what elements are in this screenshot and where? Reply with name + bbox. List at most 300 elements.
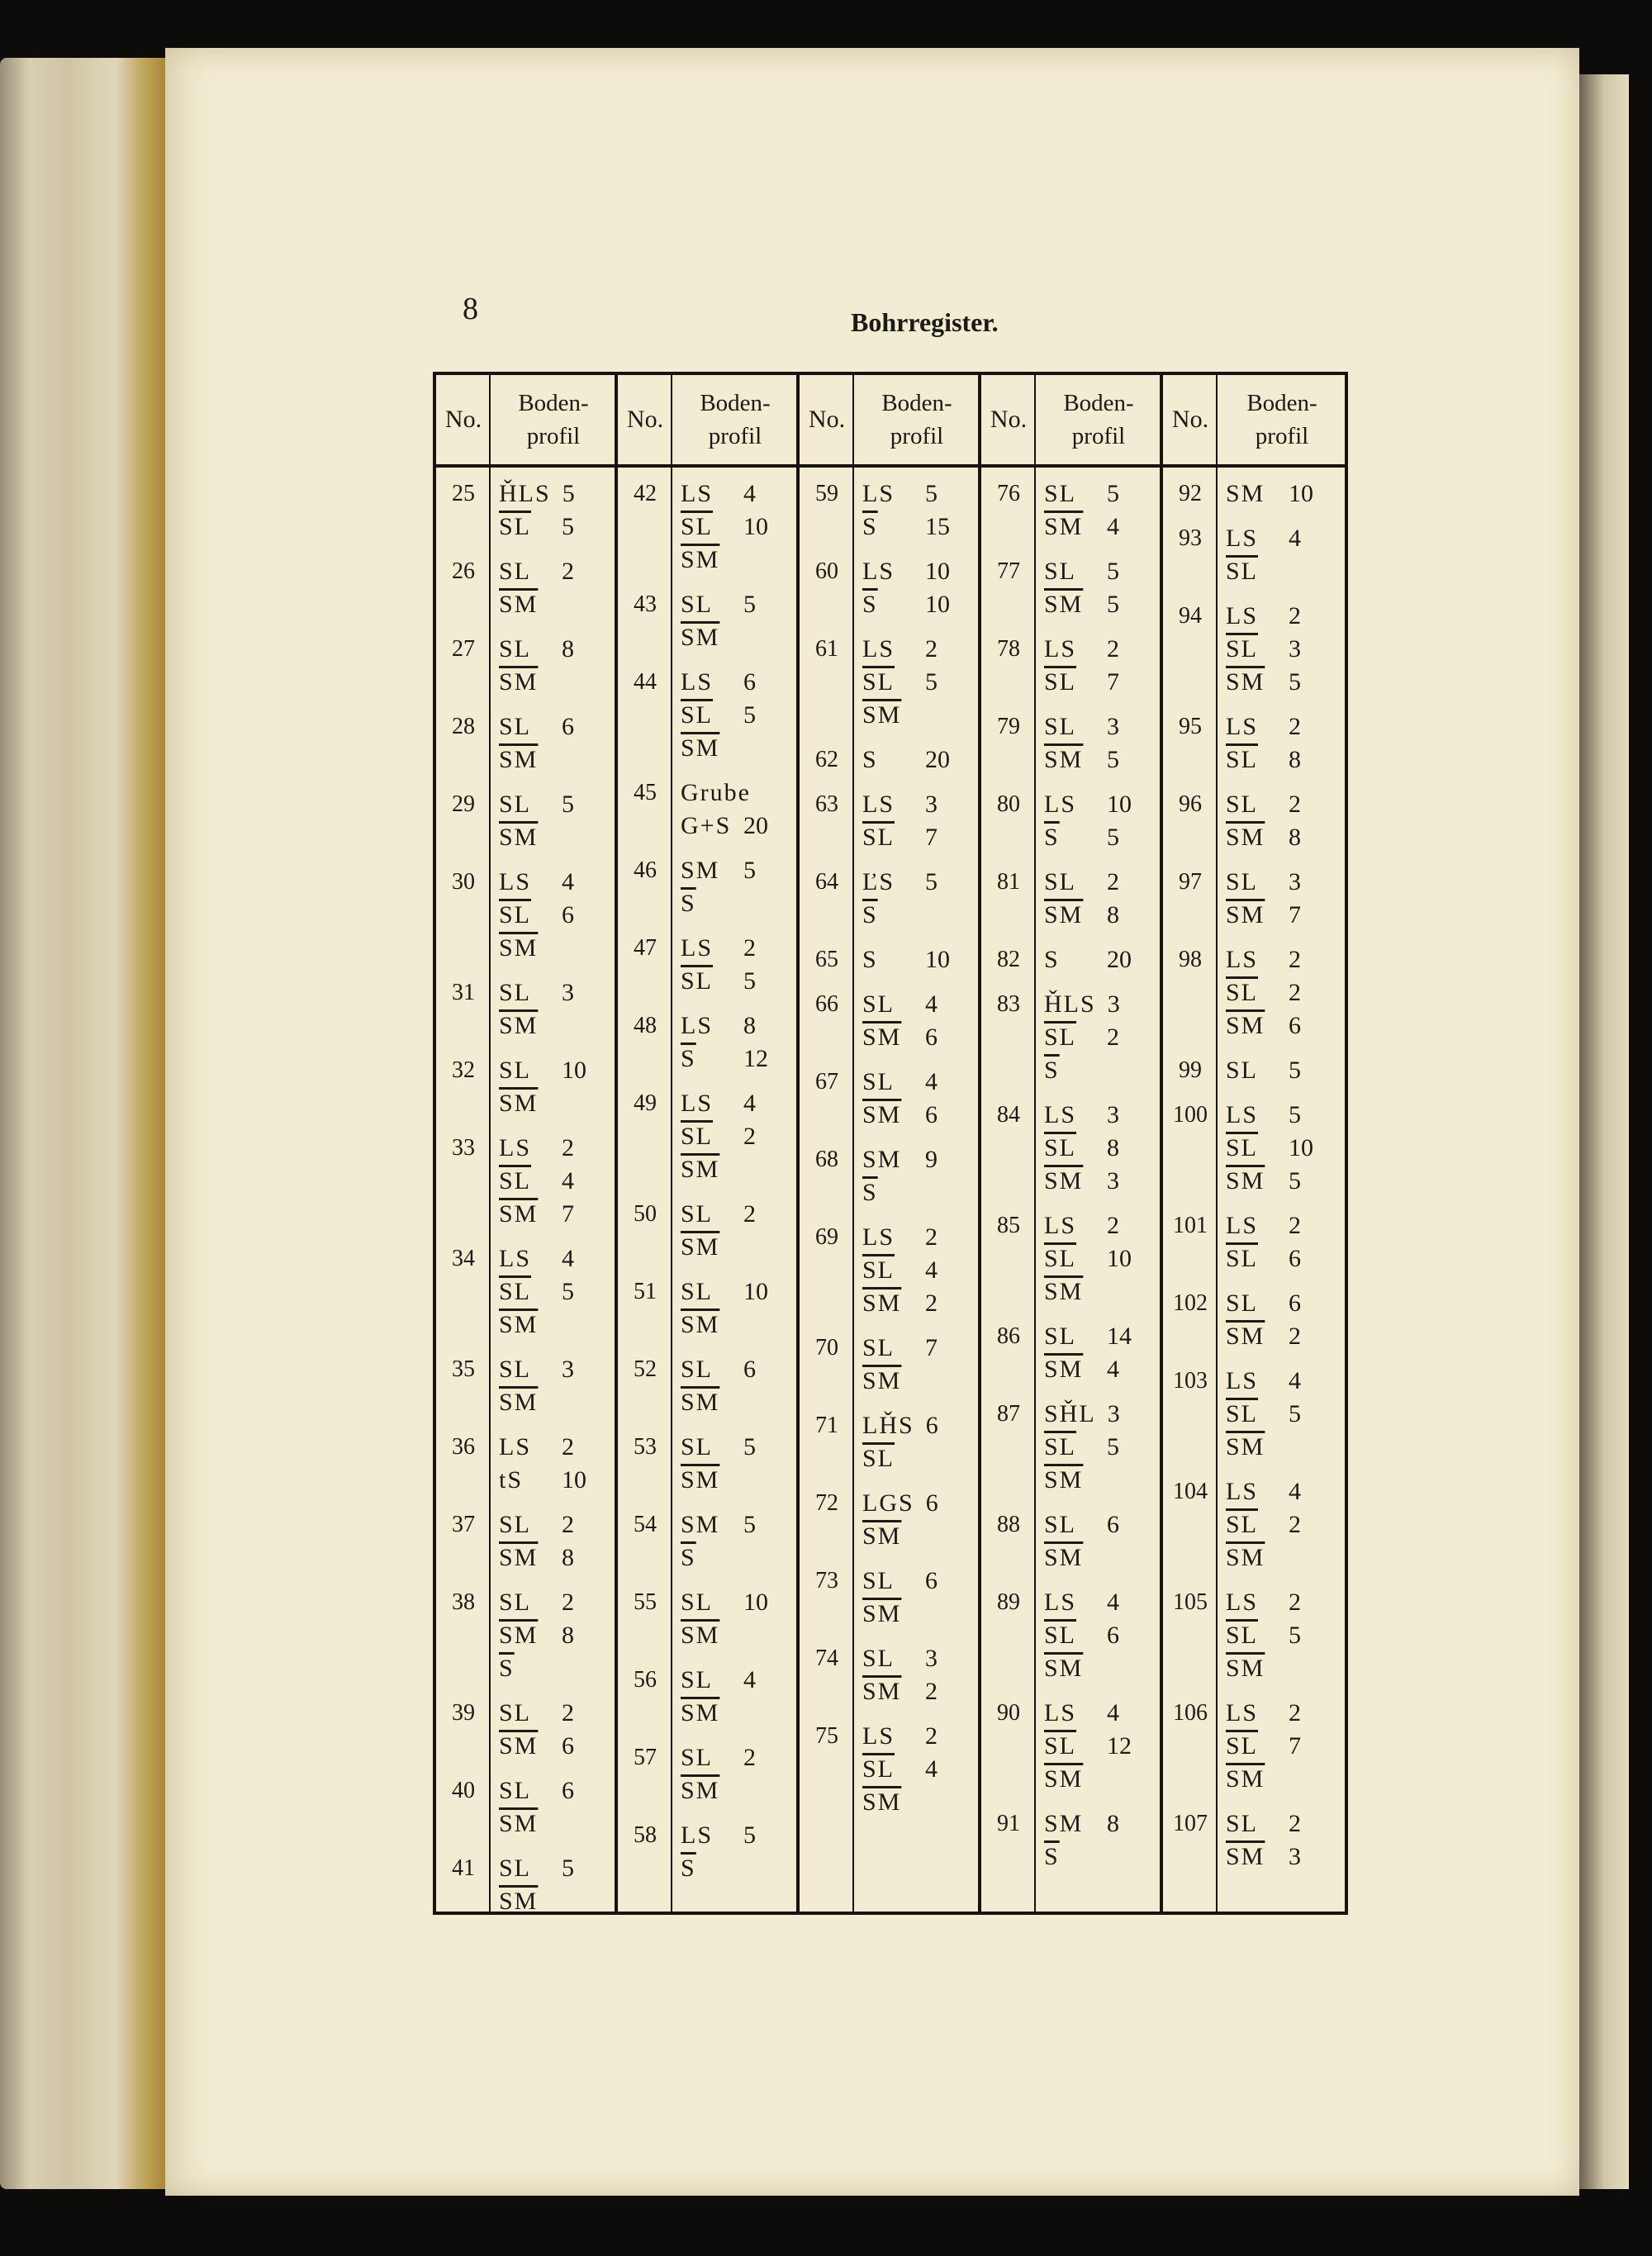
- soil-profile: [499, 1774, 611, 1840]
- profile-layer: [1044, 743, 1156, 777]
- boring-number: 77: [997, 558, 1020, 584]
- soil-profile: [1044, 1508, 1156, 1574]
- profile-layer: [1044, 555, 1156, 588]
- soil-profile: [681, 932, 793, 998]
- soil-type: $\overline{SM}$: [681, 546, 720, 573]
- layer-thickness: 14: [1107, 1323, 1132, 1350]
- soil-type: $\overline{SM}$: [1226, 1433, 1265, 1460]
- layer-thickness: 6: [925, 1101, 938, 1128]
- soil-type: S: [1044, 946, 1060, 973]
- soil-type: $\overline{SM}$: [499, 824, 539, 851]
- profile-layer: [681, 1508, 793, 1541]
- layer-thickness: 4: [1107, 1699, 1119, 1726]
- profile-layer: [1044, 1730, 1156, 1763]
- soil-type: $\overline{SL}$: [681, 967, 714, 995]
- soil-type: $\overline{SL}$: [499, 513, 532, 540]
- soil-profile: [1226, 1099, 1341, 1198]
- soil-type: $\overline{S}$: [1044, 824, 1060, 851]
- profile-layer: [862, 1287, 975, 1320]
- layer-thickness: 2: [1289, 1699, 1301, 1726]
- layer-thickness: 5: [1107, 591, 1119, 618]
- soil-type: $\overline{SM}$: [862, 1289, 902, 1317]
- soil-type: LS: [1226, 1478, 1259, 1505]
- soil-profile: [862, 1487, 975, 1553]
- layer-thickness: 9: [925, 1146, 938, 1173]
- profile-layer: [1044, 899, 1156, 932]
- layer-thickness: 3: [1289, 868, 1301, 895]
- boring-number: 69: [815, 1224, 838, 1250]
- soil-type: LS: [499, 868, 532, 895]
- profile-layer: [1226, 1652, 1341, 1685]
- profile-layer: [1226, 1840, 1341, 1874]
- profile-layer: [499, 743, 611, 777]
- soil-type: SL: [862, 1334, 895, 1361]
- boring-number: 58: [634, 1822, 657, 1848]
- boring-number: 63: [815, 791, 838, 817]
- soil-profile: [862, 1642, 975, 1708]
- soil-type: SL: [681, 1666, 714, 1693]
- profile-layer: [681, 810, 793, 843]
- profile-layer: [681, 1741, 793, 1774]
- profile-layer: [1044, 1132, 1156, 1165]
- boring-number: 36: [452, 1434, 475, 1460]
- layer-thickness: 3: [925, 1645, 938, 1672]
- profile-layer: [1044, 666, 1156, 699]
- profile-layer: [681, 511, 793, 544]
- soil-profile: [862, 1221, 975, 1320]
- soil-type: $\overline{SM}$: [499, 591, 539, 618]
- soil-type: LS: [681, 480, 714, 507]
- layer-thickness: 6: [925, 1412, 938, 1439]
- profile-layer: [499, 477, 611, 511]
- header-bodenprofil: Boden- profil: [700, 390, 771, 449]
- soil-type: LS: [1044, 1589, 1077, 1616]
- layer-thickness: 20: [1107, 946, 1132, 973]
- profile-layer: [1044, 1165, 1156, 1198]
- soil-profile: [862, 1720, 975, 1819]
- profile-layer: [862, 899, 975, 932]
- soil-profile: [499, 866, 611, 965]
- profile-layer: [499, 1087, 611, 1120]
- layer-thickness: 3: [1107, 990, 1120, 1018]
- layer-thickness: 12: [743, 1045, 768, 1072]
- profile-layer: [499, 1730, 611, 1763]
- layer-thickness: 3: [1107, 1101, 1119, 1128]
- profile-layer: [681, 1009, 793, 1043]
- header-bodenprofil: Boden- profil: [518, 390, 589, 449]
- soil-type: $\overline{SM}$: [499, 1311, 539, 1338]
- profile-layer: [1044, 988, 1156, 1021]
- profile-layer: [862, 477, 975, 511]
- boring-number: 29: [452, 791, 475, 817]
- profile-layer: [1226, 1697, 1341, 1730]
- soil-type: LS: [681, 1090, 714, 1117]
- soil-type: SL: [862, 1645, 895, 1672]
- profile-layer: [499, 1807, 611, 1840]
- boring-number: 93: [1179, 525, 1202, 551]
- column-header: [618, 375, 796, 468]
- soil-type: SL: [1044, 480, 1077, 507]
- boring-number: 76: [997, 481, 1020, 506]
- soil-type: SM: [1226, 480, 1265, 507]
- layer-thickness: 2: [925, 1289, 938, 1317]
- soil-type: $\overline{SM}$: [499, 668, 539, 696]
- column-group-5: [1163, 375, 1345, 1912]
- soil-type: $\overline{SL}$: [1044, 1433, 1077, 1460]
- profile-layer: [862, 1221, 975, 1254]
- layer-thickness: 5: [1107, 480, 1119, 507]
- soil-type: $\overline{S}$: [681, 1045, 696, 1072]
- layer-thickness: 2: [1107, 635, 1119, 663]
- profile-layer: [681, 1774, 793, 1807]
- boring-number: 79: [997, 714, 1020, 739]
- profile-layer: [862, 699, 975, 732]
- soil-type: $\overline{SM}$: [681, 1311, 720, 1338]
- soil-type: LGS: [862, 1489, 914, 1517]
- soil-type: SL: [681, 1278, 714, 1305]
- layer-thickness: 7: [925, 824, 938, 851]
- profile-layer: [681, 1153, 793, 1186]
- profile-layer: [862, 1565, 975, 1598]
- boring-number: 42: [634, 481, 657, 506]
- profile-layer: [499, 1431, 611, 1464]
- profile-layer: [1226, 1165, 1341, 1198]
- soil-type: SM: [862, 1146, 902, 1173]
- profile-layer: [681, 1231, 793, 1264]
- layer-thickness: 3: [1289, 1843, 1301, 1870]
- layer-thickness: 5: [743, 591, 756, 618]
- profile-layer: [1226, 1099, 1341, 1132]
- profile-layer: [499, 666, 611, 699]
- boring-number: 99: [1179, 1057, 1202, 1083]
- boring-number: 104: [1173, 1479, 1208, 1504]
- profile-layer: [681, 1386, 793, 1419]
- layer-thickness: 5: [1289, 668, 1301, 696]
- layer-thickness: 2: [743, 1123, 756, 1150]
- boring-number: 80: [997, 791, 1020, 817]
- boring-number: 100: [1173, 1102, 1208, 1128]
- profile-layer: [862, 1066, 975, 1099]
- page-number: 8: [463, 292, 478, 326]
- boring-number: 103: [1173, 1368, 1208, 1394]
- boring-number: 39: [452, 1700, 475, 1726]
- soil-type: $\overline{SM}$: [681, 1233, 720, 1261]
- soil-type: Grube: [681, 779, 751, 806]
- layer-thickness: 10: [1107, 791, 1132, 818]
- layer-thickness: 20: [925, 746, 950, 773]
- soil-type: $\overline{SM}$: [681, 1777, 720, 1804]
- profile-layer: [1044, 943, 1156, 976]
- soil-type: SL: [499, 1699, 532, 1726]
- soil-type: $\overline{S}$: [862, 591, 878, 618]
- soil-profile: [1226, 1054, 1341, 1087]
- soil-type: $\overline{SM}$: [862, 1678, 902, 1705]
- profile-layer: [499, 710, 611, 743]
- layer-thickness: 12: [1107, 1732, 1132, 1760]
- profile-layer: [1044, 1398, 1156, 1431]
- soil-type: $\overline{SL}$: [1044, 1134, 1077, 1161]
- layer-thickness: 2: [562, 1589, 574, 1616]
- soil-type: $\overline{SL}$: [1226, 558, 1259, 585]
- header-bodenprofil: Boden- profil: [1063, 390, 1134, 449]
- soil-type: LS: [1044, 635, 1077, 663]
- profile-layer: [862, 666, 975, 699]
- profile-layer: [1044, 511, 1156, 544]
- profile-layer: [862, 588, 975, 621]
- profile-layer: [499, 1386, 611, 1419]
- profile-layer: [499, 1132, 611, 1165]
- layer-thickness: 8: [1107, 1810, 1119, 1837]
- layer-thickness: 7: [1107, 668, 1119, 696]
- layer-thickness: 4: [1289, 1367, 1301, 1394]
- profile-layer: [681, 1664, 793, 1697]
- profile-layer: [499, 1275, 611, 1308]
- layer-thickness: 5: [562, 791, 574, 818]
- profile-layer: [681, 1308, 793, 1342]
- profile-layer: [681, 1697, 793, 1730]
- soil-type: $\overline{SM}$: [681, 1622, 720, 1649]
- soil-type: SL: [862, 990, 895, 1018]
- soil-type: $\overline{SL}$: [1226, 635, 1259, 663]
- soil-type: LS: [862, 558, 895, 585]
- layer-thickness: 2: [1289, 602, 1301, 629]
- boring-number: 87: [997, 1401, 1020, 1427]
- layer-thickness: 6: [1289, 1012, 1301, 1039]
- boring-number: 95: [1179, 714, 1202, 739]
- boring-number: 65: [815, 947, 838, 972]
- profile-layer: [1044, 1586, 1156, 1619]
- soil-type: $\overline{SM}$: [681, 1699, 720, 1726]
- layer-thickness: 2: [562, 1134, 574, 1161]
- profile-layer: [1226, 666, 1341, 699]
- soil-type: $\overline{SL}$: [862, 824, 895, 851]
- boring-number: 83: [997, 991, 1020, 1017]
- layer-thickness: 5: [743, 1821, 756, 1849]
- layer-thickness: 6: [562, 1732, 574, 1760]
- profile-layer: [1226, 1431, 1341, 1464]
- soil-profile: [499, 477, 611, 544]
- profile-layer: [1044, 1054, 1156, 1087]
- soil-type: $\overline{SM}$: [862, 1600, 902, 1627]
- soil-type: LS: [862, 1223, 895, 1251]
- layer-thickness: 5: [1107, 824, 1119, 851]
- soil-type: SL: [862, 1567, 895, 1594]
- profile-layer: [1226, 1763, 1341, 1796]
- profile-layer: [862, 1520, 975, 1553]
- soil-type: SL: [1226, 791, 1259, 818]
- soil-type: SL: [499, 1855, 532, 1882]
- soil-type: $\overline{SM}$: [681, 1466, 720, 1494]
- soil-type: LS: [1226, 713, 1259, 740]
- layer-thickness: 5: [743, 857, 756, 884]
- soil-type: S: [862, 946, 878, 973]
- soil-type: $\overline{SL}$: [862, 1755, 895, 1783]
- soil-type: SL: [681, 1356, 714, 1383]
- profile-layer: [681, 621, 793, 654]
- profile-layer: [1226, 1365, 1341, 1398]
- boring-number: 106: [1173, 1700, 1208, 1726]
- soil-profile: [681, 1275, 793, 1342]
- soil-type: SL: [1044, 713, 1077, 740]
- layer-thickness: 10: [743, 513, 768, 540]
- profile-layer: [499, 866, 611, 899]
- column-group-2: [618, 375, 800, 1912]
- soil-type: $\overline{SL}$: [1044, 1024, 1077, 1051]
- soil-type: $\overline{S}$: [862, 513, 878, 540]
- layer-thickness: 6: [743, 1356, 756, 1383]
- soil-type: $\overline{S}$: [681, 1855, 696, 1882]
- profile-layer: [681, 777, 793, 810]
- layer-thickness: 4: [743, 1666, 756, 1693]
- layer-thickness: 8: [1107, 1134, 1119, 1161]
- no-column-divider: [981, 375, 1036, 1912]
- profile-layer: [681, 544, 793, 577]
- layer-thickness: 6: [925, 1024, 938, 1051]
- boring-number: 60: [815, 558, 838, 584]
- soil-type: $\overline{SL}$: [862, 668, 895, 696]
- layer-thickness: 8: [1289, 746, 1301, 773]
- profile-layer: [499, 1652, 611, 1685]
- profile-layer: [499, 1009, 611, 1043]
- header-bodenprofil: Boden- profil: [881, 390, 952, 449]
- soil-type: $\overline{SL}$: [499, 901, 532, 929]
- profile-layer: [1226, 1009, 1341, 1043]
- boring-number: 92: [1179, 481, 1202, 506]
- profile-layer: [499, 1165, 611, 1198]
- soil-type: $\overline{SM}$: [1044, 1466, 1084, 1494]
- boring-number: 33: [452, 1135, 475, 1161]
- soil-type: LS: [862, 1722, 895, 1750]
- boring-number: 96: [1179, 791, 1202, 817]
- soil-type: G+S: [681, 812, 732, 839]
- soil-profile: [499, 1586, 611, 1685]
- soil-type: $\overline{SM}$: [499, 1389, 539, 1416]
- soil-profile: [862, 1066, 975, 1132]
- profile-layer: [681, 699, 793, 732]
- boring-number: 49: [634, 1090, 657, 1116]
- soil-type: SM: [681, 857, 720, 884]
- boring-number: 38: [452, 1589, 475, 1615]
- soil-type: $\overline{SM}$: [1226, 1012, 1265, 1039]
- profile-layer: [681, 1275, 793, 1308]
- layer-thickness: 5: [562, 1855, 574, 1882]
- column-group-3: [800, 375, 981, 1912]
- profile-layer: [499, 1198, 611, 1231]
- boring-number: 90: [997, 1700, 1020, 1726]
- soil-profile: [1044, 1099, 1156, 1198]
- profile-layer: [499, 1586, 611, 1619]
- profile-layer: [499, 1308, 611, 1342]
- profile-layer: [862, 988, 975, 1021]
- layer-thickness: 3: [925, 791, 938, 818]
- boring-number: 52: [634, 1356, 657, 1382]
- profile-layer: [1044, 1209, 1156, 1242]
- profile-layer: [1044, 1541, 1156, 1574]
- profile-layer: [862, 1753, 975, 1786]
- boring-number: 27: [452, 636, 475, 662]
- boring-number: 57: [634, 1745, 657, 1770]
- profile-layer: [681, 477, 793, 511]
- bohrregister-table: [433, 372, 1348, 1915]
- soil-type: LS: [1044, 1699, 1077, 1726]
- profile-layer: [499, 976, 611, 1009]
- soil-type: $\overline{SM}$: [499, 1810, 539, 1837]
- profile-layer: [862, 1254, 975, 1287]
- soil-type: $\overline{SL}$: [1044, 668, 1077, 696]
- soil-type: SL: [862, 1068, 895, 1095]
- soil-profile: [1044, 1697, 1156, 1796]
- soil-profile: [1044, 1320, 1156, 1386]
- soil-type: LS: [862, 635, 895, 663]
- soil-type: SL: [1044, 868, 1077, 895]
- boring-number: 25: [452, 481, 475, 506]
- boring-number: 71: [815, 1413, 838, 1438]
- layer-thickness: 5: [1107, 1433, 1119, 1460]
- profile-layer: [862, 1176, 975, 1209]
- layer-thickness: 2: [1289, 713, 1301, 740]
- layer-thickness: 4: [925, 990, 938, 1018]
- soil-profile: [499, 1353, 611, 1419]
- boring-number: 74: [815, 1646, 838, 1671]
- boring-number: 34: [452, 1246, 475, 1271]
- soil-type: $\overline{SM}$: [499, 1200, 539, 1228]
- profile-layer: [1226, 866, 1341, 899]
- soil-profile: [862, 1332, 975, 1398]
- layer-thickness: 5: [743, 967, 756, 995]
- profile-layer: [1226, 1730, 1341, 1763]
- layer-thickness: 6: [1289, 1289, 1301, 1317]
- layer-thickness: 5: [743, 1511, 756, 1538]
- profile-layer: [681, 588, 793, 621]
- layer-thickness: 2: [1107, 1024, 1119, 1051]
- soil-type: LS: [1044, 791, 1077, 818]
- soil-type: $\overline{SL}$: [681, 1123, 714, 1150]
- soil-type: $\overline{SL}$: [1226, 746, 1259, 773]
- layer-thickness: 10: [925, 946, 950, 973]
- soil-type: $\overline{SM}$: [681, 1389, 720, 1416]
- layer-thickness: 2: [1107, 868, 1119, 895]
- boring-number: 59: [815, 481, 838, 506]
- soil-profile: [862, 866, 975, 932]
- page-title: Bohrregister.: [851, 307, 999, 337]
- profile-layer: [1226, 1475, 1341, 1508]
- soil-type: $\overline{SM}$: [499, 1888, 539, 1915]
- soil-type: LS: [1044, 1101, 1077, 1128]
- profile-layer: [499, 899, 611, 932]
- boring-number: 98: [1179, 947, 1202, 972]
- soil-profile: [499, 788, 611, 854]
- soil-profile: [1226, 1287, 1341, 1353]
- profile-layer: [1044, 633, 1156, 666]
- profile-layer: [1226, 477, 1341, 511]
- soil-type: LS: [681, 1012, 714, 1039]
- soil-type: SL: [1226, 868, 1259, 895]
- column-group-1: [436, 375, 618, 1915]
- profile-layer: [862, 1021, 975, 1054]
- layer-thickness: 3: [562, 1356, 574, 1383]
- boring-number: 61: [815, 636, 838, 662]
- soil-type: SL: [681, 1744, 714, 1771]
- soil-profile: [862, 477, 975, 544]
- soil-profile: [499, 1852, 611, 1918]
- layer-thickness: 10: [1289, 1134, 1313, 1161]
- soil-type: LS: [1226, 525, 1259, 552]
- soil-type: LS: [499, 1134, 532, 1161]
- profile-layer: [1044, 1840, 1156, 1874]
- soil-profile: [1044, 633, 1156, 699]
- header-bodenprofil: Boden- profil: [1246, 390, 1317, 449]
- profile-layer: [1044, 1021, 1156, 1054]
